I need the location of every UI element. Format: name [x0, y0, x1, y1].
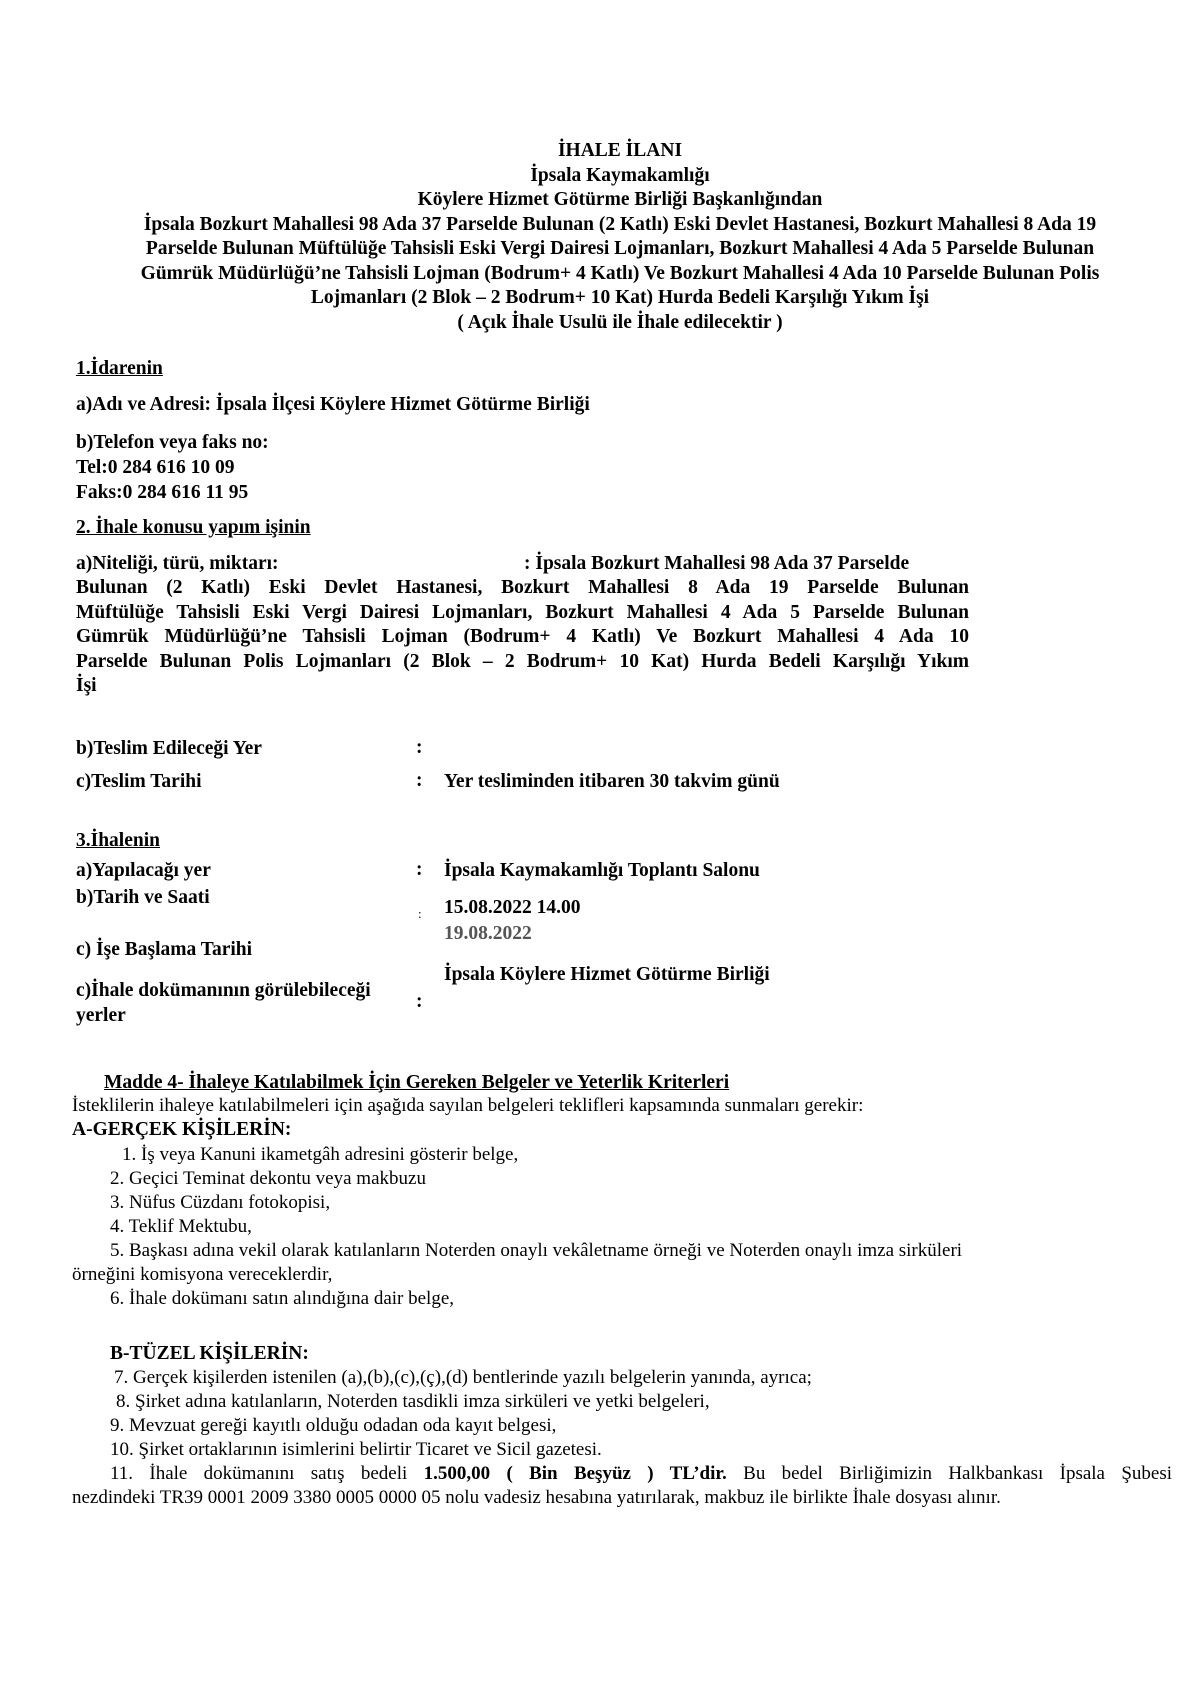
authority-name: İpsala Kaymakamlığı: [530, 164, 710, 186]
documents-place-value: İpsala Köylere Hizmet Götürme Birliği: [444, 964, 770, 985]
list-item: 3. Nüfus Cüzdanı fotokopisi,: [110, 1192, 331, 1213]
delivery-date-value: Yer tesliminden itibaren 30 takvim günü: [444, 771, 780, 792]
nature-line: İşi: [76, 675, 97, 696]
nature-label: a)Niteliği, türü, miktarı:: [76, 553, 279, 574]
tender-datetime-value: 15.08.2022 14.00: [444, 897, 581, 918]
real-persons-heading: A-GERÇEK KİŞİLERİN:: [72, 1119, 292, 1140]
fax-number: Faks:0 284 616 11 95: [76, 482, 249, 503]
delivery-date-label: c)Teslim Tarihi: [76, 771, 202, 792]
item-11-line: nezdindeki TR39 0001 2009 3380 0005 0000 05 nolu vadesiz hesabına yatırılarak, makbuz ile birlikte İhale dosyası alınır.: [72, 1486, 1001, 1508]
item-11-line: [72, 1462, 1172, 1486]
legal-persons-heading: B-TÜZEL KİŞİLERİN:: [110, 1343, 309, 1364]
list-item: 2. Geçici Teminat dekontu veya makbuzu: [110, 1168, 426, 1189]
phone-number: Tel:0 284 616 10 09: [76, 457, 235, 478]
tender-place-label: a)Yapılacağı yer: [76, 860, 211, 881]
phone-fax-label: b)Telefon veya faks no:: [76, 432, 269, 453]
list-item: 7. Gerçek kişilerden istenilen (a),(b),(c),(ç),(d) bentlerinde yazılı belgelerin yanında, ayrıca;: [114, 1367, 812, 1388]
announcement-title: İHALE İLANI: [557, 140, 683, 161]
item-11-text: 11. İhale dokümanını satış bedeli: [110, 1463, 424, 1484]
list-item-continuation: örneğini komisyona vereceklerdir,: [72, 1264, 333, 1285]
article4-heading: Madde 4- İhaleye Katılabilmek İçin Gereken Belgeler ve Yeterlik Kriterleri: [104, 1072, 730, 1093]
section1-heading: 1.İdarenin: [76, 358, 163, 379]
nature-value: [76, 576, 969, 699]
colon: :: [418, 906, 422, 921]
colon: :: [416, 991, 423, 1012]
list-item: 8. Şirket adına katılanların, Noterden tasdikli imza sirküleri ve yetki belgeleri,: [116, 1391, 710, 1412]
start-date-value: 19.08.2022: [444, 923, 532, 944]
section3-heading: 3.İhalenin: [76, 830, 160, 851]
subject-line: Lojmanları (2 Blok – 2 Bodrum+ 10 Kat) Hurda Bedeli Karşılığı Yıkım İşi: [310, 287, 930, 308]
article4-intro: İsteklilerin ihaleye katılabilmeleri için aşağıda sayılan belgeleri teklifleri kapsamında sunmaları gerekir:: [72, 1095, 864, 1116]
list-item: 9. Mevzuat gereği kayıtlı olduğu odadan oda kayıt belgesi,: [110, 1415, 557, 1436]
document-price: 1.500,00 ( Bin Beşyüz ) TL’dir.: [423, 1463, 727, 1484]
tender-datetime-label: b)Tarih ve Saati: [76, 887, 210, 908]
documents-place-label-2: yerler: [76, 1005, 126, 1026]
delivery-place-label: b)Teslim Edileceği Yer: [76, 738, 262, 759]
admin-name-address: a)Adı ve Adresi: İpsala İlçesi Köylere Hizmet Götürme Birliği: [76, 394, 590, 415]
colon: :: [416, 770, 423, 791]
list-item: 6. İhale dokümanı satın alındığına dair belge,: [110, 1288, 455, 1309]
tender-place-value: İpsala Kaymakamlığı Toplantı Salonu: [444, 860, 760, 881]
nature-line: Parselde Bulunan Polis Lojmanları (2 Blok – 2 Bodrum+ 10 Kat) Hurda Bedeli Karşılığı Yıkım: [76, 650, 969, 672]
list-item: 10. Şirket ortaklarının isimlerini belirtir Ticaret ve Sicil gazetesi.: [110, 1439, 602, 1460]
documents-place-label: c)İhale dokümanının görülebileceği: [76, 980, 371, 1001]
colon: :: [416, 737, 423, 758]
nature-line: Bulunan (2 Katlı) Eski Devlet Hastanesi, Bozkurt Mahallesi 8 Ada 19 Parselde Bulunan: [76, 577, 969, 598]
item-11-paragraph: [72, 1462, 1172, 1509]
nature-line: Müftülüğe Tahsisli Eski Vergi Dairesi Lojmanları, Bozkurt Mahallesi 4 Ada 5 Parselde Bulunan: [76, 601, 969, 623]
list-item: 4. Teklif Mektubu,: [110, 1216, 252, 1237]
department-name: Köylere Hizmet Götürme Birliği Başkanlığından: [417, 189, 823, 210]
list-item: 5. Başkası adına vekil olarak katılanların Noterden onaylı vekâletname örneği ve Noterden onaylı imza sirküleri: [110, 1240, 963, 1261]
announcement-header: [60, 139, 1180, 335]
item-11-text: Bu bedel Birliğimizin Halkbankası İpsala Şubesi: [726, 1463, 1172, 1484]
nature-value-first: : İpsala Bozkurt Mahallesi 98 Ada 37 Parselde: [524, 553, 910, 574]
nature-line: Gümrük Müdürlüğü’ne Tahsisli Lojman (Bodrum+ 4 Katlı) Ve Bozkurt Mahallesi 4 Ada 10: [76, 626, 969, 647]
subject-line: Gümrük Müdürlüğü’ne Tahsisli Lojman (Bodrum+ 4 Katlı) Ve Bozkurt Mahallesi 4 Ada 10 Parselde Bulunan Polis: [140, 262, 1100, 284]
list-item: 1. İş veya Kanuni ikametgâh adresini gösterir belge,: [122, 1144, 519, 1165]
subject-line: Parselde Bulunan Müftülüğe Tahsisli Eski Vergi Dairesi Lojmanları, Bozkurt Mahallesi 4 Ada 5 Parselde Bulunan: [145, 238, 1095, 259]
subject-line: İpsala Bozkurt Mahallesi 98 Ada 37 Parselde Bulunan (2 Katlı) Eski Devlet Hastanesi, Bozkurt Mahallesi 8 Ada 19: [143, 213, 1097, 235]
colon: :: [416, 859, 423, 880]
start-date-label: c) İşe Başlama Tarihi: [76, 939, 253, 960]
section2-heading: 2. İhale konusu yapım işinin: [76, 517, 311, 538]
tender-method: ( Açık İhale Usulü ile İhale edilecektir ): [457, 311, 783, 333]
